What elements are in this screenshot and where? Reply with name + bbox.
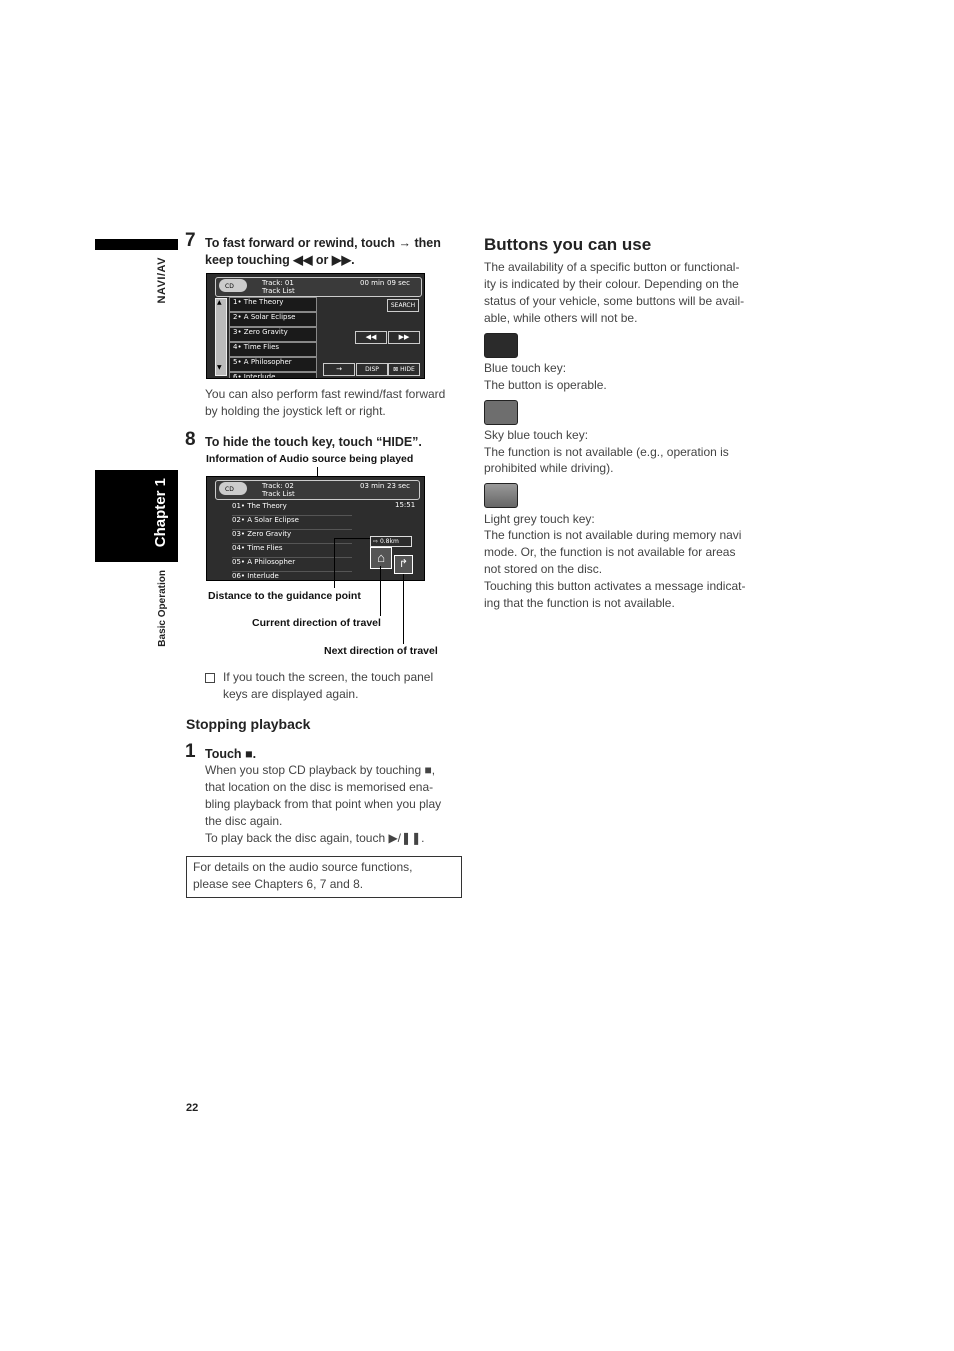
intro-line: status of your vehicle, some buttons will be avail- xyxy=(484,294,745,308)
list-item[interactable]: 6• Interlude xyxy=(229,372,317,379)
distance-indicator: ⇨ 0.8km xyxy=(370,536,412,547)
callout-distance: Distance to the guidance point xyxy=(208,590,361,602)
current-direction-icon: ⌂ xyxy=(370,547,392,569)
page-number: 22 xyxy=(186,1102,199,1114)
list-item[interactable]: 3• Zero Gravity xyxy=(229,327,317,342)
buttons-heading: Buttons you can use xyxy=(484,235,652,254)
subsection-label: Basic Operation xyxy=(157,570,168,647)
clock-display: 15:51 xyxy=(395,501,416,509)
info-line1: For details on the audio source functions, xyxy=(193,860,413,874)
stop-step-heading: Touch ■. xyxy=(205,747,257,761)
hide-button[interactable]: ⊠ HIDE xyxy=(388,363,420,376)
track-number: Track: 02 xyxy=(262,482,294,490)
track-list-screen xyxy=(206,273,425,379)
sky-blue-key-desc: The function is not available (e.g., operation is xyxy=(484,445,729,459)
disp-button[interactable]: DISP xyxy=(356,363,388,376)
fast-forward-button[interactable]: ▶▶ xyxy=(388,331,420,344)
callout-line xyxy=(334,538,335,588)
callout-line xyxy=(380,566,381,616)
light-grey-key-desc: ing that the function is not available. xyxy=(484,596,675,610)
scroll-up-icon[interactable]: ▲ xyxy=(217,299,222,306)
step-number-7: 7 xyxy=(185,230,196,251)
chapter-label: Chapter 1 xyxy=(152,478,169,548)
list-item[interactable]: 1• The Theory xyxy=(229,297,317,312)
blue-key-desc: The button is operable. xyxy=(484,378,607,392)
list-item: 01• The Theory xyxy=(232,502,352,516)
step7-note-line1: You can also perform fast rewind/fast forward xyxy=(205,387,446,401)
list-item: 06• Interlude xyxy=(232,572,279,580)
track-list-title: Track List xyxy=(262,490,295,498)
light-grey-key-desc: mode. Or, the function is not available for areas xyxy=(484,545,736,559)
time-min: 03 min xyxy=(360,482,385,490)
next-direction-icon: ↱ xyxy=(394,555,413,574)
list-item: 04• Time Flies xyxy=(232,544,352,558)
stop-line: that location on the disc is memorised ena- xyxy=(205,780,434,794)
list-item[interactable]: 2• A Solar Eclipse xyxy=(229,312,317,327)
track-list xyxy=(229,297,317,379)
bullet-line1: If you touch the screen, the touch panel xyxy=(223,670,434,684)
callout-current-direction: Current direction of travel xyxy=(252,617,381,629)
step7-heading-line1: To fast forward or rewind, touch → then xyxy=(205,236,441,250)
stop-line: When you stop CD playback by touching ■, xyxy=(205,763,436,777)
callout-audio-info: Information of Audio source being played xyxy=(206,453,414,465)
stop-line: bling playback from that point when you play xyxy=(205,797,442,811)
search-button[interactable]: SEARCH xyxy=(387,299,419,312)
blue-key-title: Blue touch key: xyxy=(484,361,567,375)
info-box xyxy=(186,856,462,898)
callout-line xyxy=(403,574,404,644)
light-grey-touch-key-sample xyxy=(484,483,518,508)
stopping-heading: Stopping playback xyxy=(186,716,311,732)
step-number-8: 8 xyxy=(185,429,196,450)
sidebar-top-bar xyxy=(95,239,178,250)
blue-touch-key-sample xyxy=(484,333,518,358)
time-sec: 09 sec xyxy=(387,279,410,287)
track-list-title: Track List xyxy=(262,287,295,295)
sky-blue-touch-key-sample xyxy=(484,400,518,425)
hidden-keys-screen xyxy=(206,476,425,581)
callout-line xyxy=(334,538,370,539)
scroll-down-icon[interactable]: ▼ xyxy=(217,364,222,371)
step7-heading-line2: keep touching ◀◀ or ▶▶. xyxy=(205,253,355,267)
list-item[interactable]: 4• Time Flies xyxy=(229,342,317,357)
list-item: 02• A Solar Eclipse xyxy=(232,516,352,530)
section-label: NAVI/AV xyxy=(156,257,168,304)
source-label: CD xyxy=(225,486,234,493)
intro-line: The availability of a specific button or functional- xyxy=(484,260,740,274)
bullet-checkbox-icon xyxy=(205,673,215,683)
bullet-line2: keys are displayed again. xyxy=(223,687,359,701)
sky-blue-key-desc: prohibited while driving). xyxy=(484,461,614,475)
light-grey-key-title: Light grey touch key: xyxy=(484,512,595,526)
light-grey-key-desc: not stored on the disc. xyxy=(484,562,603,576)
rewind-button[interactable]: ◀◀ xyxy=(355,331,387,344)
time-sec: 23 sec xyxy=(387,482,410,490)
list-item[interactable]: 5• A Philosopher xyxy=(229,357,317,372)
step-number-1: 1 xyxy=(185,741,196,762)
list-item: 03• Zero Gravity xyxy=(232,530,352,544)
intro-line: ity is indicated by their colour. Depending on the xyxy=(484,277,739,291)
sky-blue-key-title: Sky blue touch key: xyxy=(484,428,589,442)
source-label: CD xyxy=(225,283,234,290)
light-grey-key-desc: The function is not available during memory navi xyxy=(484,528,742,542)
step7-note-line2: by holding the joystick left or right. xyxy=(205,404,386,418)
time-min: 00 min xyxy=(360,279,385,287)
callout-next-direction: Next direction of travel xyxy=(324,645,438,657)
light-grey-key-desc: Touching this button activates a message indicat- xyxy=(484,579,746,593)
intro-line: able, while others will not be. xyxy=(484,311,638,325)
track-number: Track: 01 xyxy=(262,279,294,287)
info-line2: please see Chapters 6, 7 and 8. xyxy=(193,877,364,891)
stop-line: To play back the disc again, touch ▶/❚❚. xyxy=(205,831,425,845)
arrow-button[interactable]: → xyxy=(323,363,355,376)
list-item: 05• A Philosopher xyxy=(232,558,352,572)
step8-heading: To hide the touch key, touch “HIDE”. xyxy=(205,435,422,449)
stop-line: the disc again. xyxy=(205,814,283,828)
